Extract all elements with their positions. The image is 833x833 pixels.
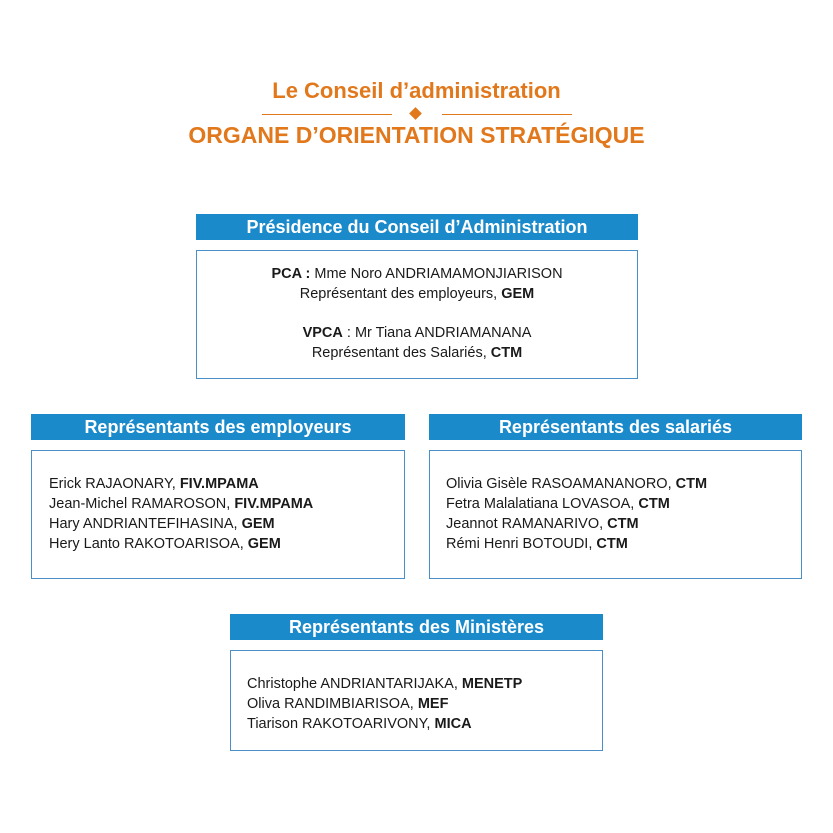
ministeres-header: Représentants des Ministères (230, 614, 603, 640)
title-subtitle: ORGANE D’ORIENTATION STRATÉGIQUE (188, 122, 645, 148)
member-name: Rémi Henri BOTOUDI, (446, 536, 597, 552)
title-divider-right (442, 114, 572, 115)
member-org: GEM (241, 516, 275, 532)
member-org: CTM (675, 476, 708, 492)
employeur-item (49, 494, 404, 514)
employeur-item (49, 514, 404, 534)
salaries-box (429, 450, 802, 579)
vpca-role: Représentant des Salariés, (311, 345, 491, 361)
member-name: Hary ANDRIANTEFIHASINA, (49, 516, 242, 532)
vpca-role-line (197, 343, 637, 363)
presidence-header: Présidence du Conseil d’Administration (196, 214, 638, 240)
salarie-item (446, 534, 801, 554)
employeur-item (49, 474, 404, 494)
ministere-item (247, 694, 602, 714)
pca-line (197, 264, 637, 284)
vpca-org: CTM (490, 345, 523, 361)
member-name: Hery Lanto RAKOTOARISOA, (49, 536, 248, 552)
vpca-line (197, 323, 637, 343)
member-org: MEF (417, 696, 449, 712)
pca-name: Mme Noro ANDRIAMAMONJIARISON (310, 266, 563, 282)
pca-org: GEM (501, 286, 535, 302)
title-divider-left (262, 114, 392, 115)
pca-role-line (197, 284, 637, 304)
salaries-header: Représentants des salariés (429, 414, 802, 440)
presidence-box (196, 250, 638, 379)
employeur-item (49, 534, 404, 554)
title-main: Le Conseil d’administration (272, 78, 561, 103)
member-org: FIV.MPAMA (234, 496, 314, 512)
ministeres-box (230, 650, 603, 751)
pca-role: Représentant des employeurs, (299, 286, 502, 302)
member-name: Jeannot RAMANARIVO, (446, 516, 608, 532)
member-name: Erick RAJAONARY, (49, 476, 180, 492)
pca-label: PCA : (271, 266, 311, 282)
salarie-item (446, 514, 801, 534)
ministere-item (247, 714, 602, 734)
member-name: Christophe ANDRIANTARIJAKA, (247, 676, 462, 692)
salarie-item (446, 494, 801, 514)
diamond-icon (409, 107, 422, 120)
vpca-name: : Mr Tiana ANDRIAMANANA (342, 325, 532, 341)
member-org: CTM (638, 496, 670, 512)
member-name: Tiarison RAKOTOARIVONY, (247, 716, 435, 732)
member-name: Oliva RANDIMBIARISOA, (247, 696, 418, 712)
ministere-item (247, 674, 602, 694)
employeurs-box (31, 450, 405, 579)
member-org: FIV.MPAMA (179, 476, 259, 492)
member-name: Jean-Michel RAMAROSON, (49, 496, 235, 512)
member-org: CTM (596, 536, 628, 552)
employeurs-header: Représentants des employeurs (31, 414, 405, 440)
member-name: Fetra Malalatiana LOVASOA, (446, 496, 639, 512)
salarie-item (446, 474, 801, 494)
member-org: MICA (434, 716, 472, 732)
member-org: GEM (247, 536, 281, 552)
member-org: MENETP (461, 676, 523, 692)
member-org: CTM (607, 516, 639, 532)
vpca-label: VPCA (302, 325, 343, 341)
member-name: Olivia Gisèle RASOAMANANORO, (446, 476, 676, 492)
